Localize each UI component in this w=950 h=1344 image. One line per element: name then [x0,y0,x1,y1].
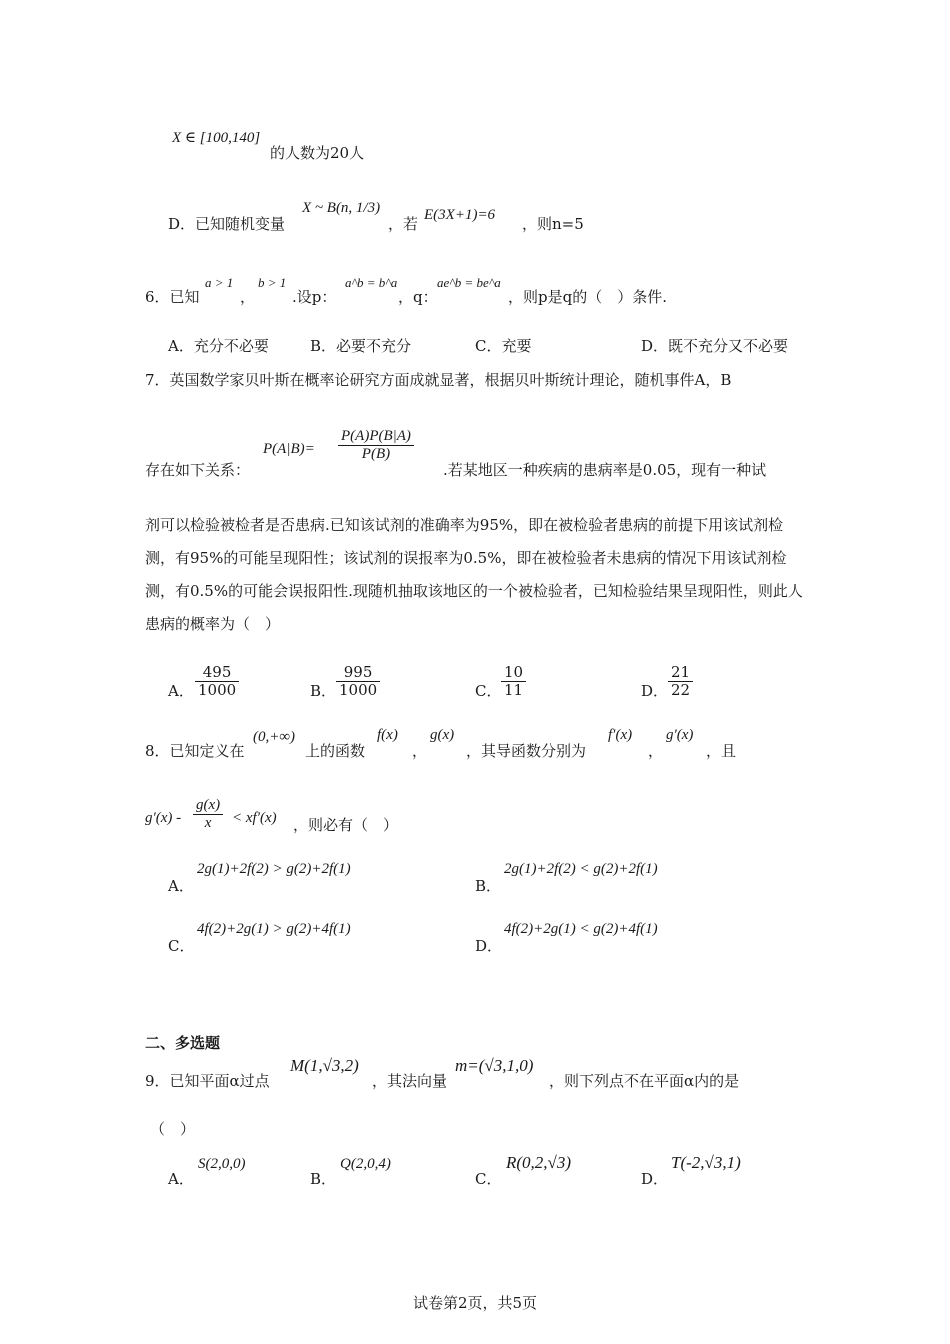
q7-option-d-label: D． [641,682,669,700]
q6-lead: 6．已知 [145,288,200,306]
bayes-numerator: P(A)P(B|A) [338,428,414,446]
q7-option-c-label: C． [475,682,502,700]
binomial-expression: X ~ B(n, 1/3) [302,200,381,216]
q7-c-den: 11 [504,681,524,700]
q8-option-d-label: D． [475,937,503,955]
bayes-lhs: P(A|B)= [263,441,315,457]
q8-text3: ，且 [706,742,737,760]
q8-option-d-expr: 4f(2)+2g(1) < g(2)+4f(1) [504,921,658,937]
q8-option-a-expr: 2g(1)+2f(2) > g(2)+2f(1) [197,861,351,877]
q9-option-b-expr: Q(2,0,4) [340,1156,391,1172]
q6-option-d: D．既不充分又不必要 [641,337,789,355]
q8-fprime: f′(x) [608,727,633,743]
q6-sep: ， [240,288,256,306]
q7-c-num: 10 [501,664,526,682]
q7-option-a-fraction [195,664,239,700]
page-footer: 试卷第2页，共5页 [412,1294,538,1312]
q9-lead: 9．已知平面α过点 [145,1072,270,1090]
q9-text2: ，则下列点不在平面α内的是 [549,1072,740,1090]
q6-p-expr: a^b = b^a [345,275,398,290]
q8-comma2: ， [648,742,664,760]
q8-text1: 上的函数 [305,742,366,760]
option-c-tail: 的人数为20人 [270,144,365,162]
option-d-mid: ，若 [388,215,419,233]
bayes-fraction [338,428,414,464]
q6-q-expr: ae^b = be^a [437,275,501,290]
q7-line2-lead: 存在如下关系： [145,461,251,479]
q8-text2: ，其导函数分别为 [466,742,587,760]
q9-option-a-label: A． [168,1170,194,1188]
q8-option-a-label: A． [168,877,194,895]
q8-cond-lhs: g′(x) - [145,810,182,826]
q9-text1: ，其法向量 [372,1072,448,1090]
q8-cond-fraction [193,797,223,833]
q8-option-c-label: C． [168,937,195,955]
q8-cond-num: g(x) [193,797,223,815]
q7-b-num: 995 [336,664,380,682]
q6-option-b: B．必要不充分 [310,337,412,355]
q7-option-b-label: B． [310,682,337,700]
q6-cond-a: a > 1 [205,275,234,290]
q7-option-c-fraction [501,664,526,700]
q8-comma1: ， [412,742,428,760]
q9-option-a-expr: S(2,0,0) [198,1156,246,1172]
option-d-label: D．已知随机变量 [168,215,286,233]
q8-f: f(x) [377,727,398,743]
q9-option-c-label: C． [475,1170,502,1188]
option-d-end: ，则n=5 [522,215,584,233]
q7-d-num: 21 [668,664,693,682]
q8-option-b-expr: 2g(1)+2f(2) < g(2)+2f(1) [504,861,658,877]
q7-line1: 7．英国数学家贝叶斯在概率论研究方面成就显著，根据贝叶斯统计理论，随机事件A，B [145,371,732,389]
q6-q-text: ，q： [398,288,438,306]
q9-normal: m=(√3,1,0) [455,1056,534,1075]
q7-option-b-fraction [336,664,380,700]
q7-b-den: 1000 [339,681,378,700]
q9-option-d-expr: T(-2,√3,1) [671,1153,741,1172]
q9-option-c-expr: R(0,2,√3) [506,1153,572,1172]
q8-gprime: g′(x) [666,727,694,743]
q8-domain: (0,+∞) [253,729,296,745]
q7-line2-tail: .若某地区一种疾病的患病率是0.05，现有一种试 [443,461,767,479]
q7-a-den: 1000 [198,681,237,700]
q9-option-d-label: D． [641,1170,669,1188]
q8-option-b-label: B． [475,877,502,895]
expectation-expression: E(3X+1)=6 [424,207,496,223]
q7-a-num: 495 [195,664,239,682]
interval-expression: X ∈ [100,140] [172,130,261,146]
section-title: 二、多选题 [145,1034,221,1052]
q8-cond-tail: ，则必有（ ） [293,816,399,834]
bayes-denominator: P(B) [361,446,391,463]
q6-option-c: C．充要 [475,337,532,355]
q7-body: 剂可以检验被检者是否患病.已知该试剂的准确率为95%，即在被检验者患病的前提下用该试剂检测，有95%的可能呈现阳性；该试剂的误报率为0.5%，即在被检验者未患病的情况下用该试剂检测，有0.5%的可能会误报阳性.现随机抽取该地区的一个被检验者，已知检验结果呈现阳性，则此人患病的概率为（ ） [145,516,803,633]
q6-p-text: .设p： [292,288,337,306]
q8-option-c-expr: 4f(2)+2g(1) > g(2)+4f(1) [197,921,351,937]
q9-blank: （ ） [150,1120,196,1138]
q9-point: M(1,√3,2) [290,1056,359,1075]
q8-lead: 8．已知定义在 [145,742,245,760]
q7-option-a-label: A． [168,682,194,700]
q9-option-b-label: B． [310,1170,337,1188]
q6-option-a: A．充分不必要 [168,337,269,355]
q7-option-d-fraction [668,664,693,700]
q7-d-den: 22 [671,681,691,700]
q8-g: g(x) [430,727,455,743]
q6-tail: ，则p是q的（ ）条件. [508,288,667,306]
q8-cond-rhs: < xf′(x) [232,810,277,826]
q8-cond-den: x [204,815,212,832]
q6-cond-b: b > 1 [258,275,287,290]
